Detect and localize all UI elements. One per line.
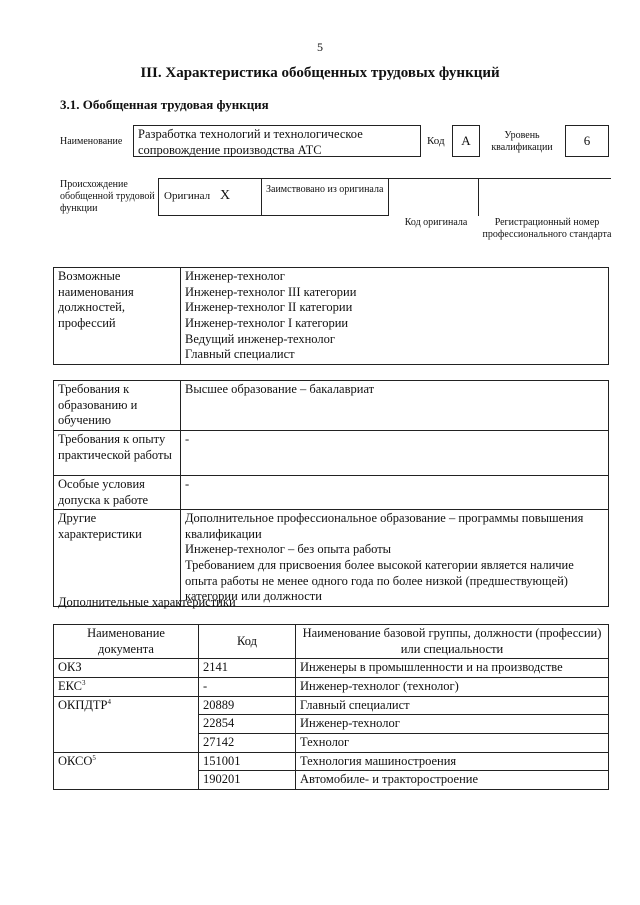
doc-name: ОКСО$^5$ <box>54 752 199 789</box>
header-name: Наименование базовой группы, должности (профессии) или специальности <box>296 625 609 659</box>
name-cell: Автомобиле- и тракторостроение <box>296 771 609 790</box>
requirement-value: - <box>181 430 609 475</box>
position-item: Главный специалист <box>185 347 295 362</box>
name-value-box <box>133 125 421 157</box>
header-code: Код <box>199 625 296 659</box>
code-label: Код <box>427 135 445 147</box>
page-number: 5 <box>317 40 323 54</box>
name-label: Наименование <box>60 136 123 147</box>
borrowed-label: Заимствовано из оригинала <box>266 184 384 195</box>
table-row <box>54 752 609 771</box>
position-item: Инженер-технолог I категории <box>185 315 349 330</box>
requirement-label: Требования к образованию и обучению <box>54 381 181 431</box>
table-row <box>54 677 609 696</box>
position-item: Инженер-технолог <box>185 269 285 283</box>
code-cell: 27142 <box>199 733 296 752</box>
positions-label: Возможные наименования должностей, профессий <box>54 268 181 365</box>
subsection-title: 3.1. Обобщенная трудовая функция <box>60 97 269 112</box>
requirement-line: Требованием для присвоения более высокой категории является наличие <box>185 558 574 572</box>
name-cell: Инженер-технолог (технолог) <box>296 677 609 696</box>
name-cell: Технология машиностроения <box>296 752 609 771</box>
position-item: Ведущий инженер-технолог <box>185 331 335 346</box>
requirement-row <box>54 430 609 475</box>
requirement-value: Высшее образование – бакалавриат <box>181 381 609 431</box>
requirement-value: - <box>181 475 609 509</box>
requirement-label: Особые условия допуска к работе <box>54 475 181 509</box>
requirement-line: Дополнительное профессиональное образование – программы повышения <box>185 511 584 526</box>
requirement-label: Требования к опыту практической работы <box>54 430 181 475</box>
code-cell: 151001 <box>199 752 296 771</box>
original-mark: X <box>220 188 231 203</box>
extra-header-row <box>54 625 609 659</box>
requirement-value <box>181 510 609 607</box>
doc-name: ЕКС$^3$ <box>54 677 199 696</box>
extra-title: Дополнительные характеристики <box>58 595 236 609</box>
header-doc: Наименование документа <box>54 625 199 659</box>
name-cell: Инженеры в промышленности и на производстве <box>296 659 609 678</box>
code-original-caption: Код оригинала <box>404 217 468 228</box>
requirement-line: Инженер-технолог – без опыта работы <box>185 542 392 557</box>
section-title: III. Характеристика обобщенных трудовых функций <box>140 65 500 81</box>
doc-name: ОКЗ <box>54 659 199 678</box>
name-cell: Инженер-технолог <box>296 715 609 734</box>
requirement-row <box>54 510 609 607</box>
requirement-row <box>54 475 609 509</box>
requirements-table <box>53 380 609 607</box>
code-value: А <box>452 125 480 157</box>
name-cell: Технолог <box>296 733 609 752</box>
origin-label: Происхождение обобщенной трудовой функции <box>60 179 155 214</box>
table-row <box>54 696 609 715</box>
requirement-line: квалификации <box>185 526 262 541</box>
positions-table <box>53 267 609 365</box>
level-label: Уровень квалификации <box>491 130 553 153</box>
code-cell: - <box>199 677 296 696</box>
name-value: Разработка технологий и технологическое сопровождение производства АТС <box>138 127 363 157</box>
code-cell: 20889 <box>199 696 296 715</box>
extra-table <box>53 624 609 790</box>
doc-name: ОКПДТР$^4$ <box>54 696 199 752</box>
requirement-line: категории или должности <box>185 589 322 604</box>
original-label: Оригинал <box>164 190 211 202</box>
code-cell: 190201 <box>199 771 296 790</box>
name-cell: Главный специалист <box>296 696 609 715</box>
table-row <box>54 659 609 678</box>
position-item: Инженер-технолог II категории <box>185 300 353 315</box>
code-cell: 2141 <box>199 659 296 678</box>
requirement-row <box>54 381 609 431</box>
requirement-line: опыта работы не менее одного года по более низкой (предшествующей) <box>185 573 568 588</box>
level-value: 6 <box>565 125 609 157</box>
requirement-label: Другие характеристики <box>54 510 181 607</box>
reg-number-caption: Регистрационный номер профессионального стандарта <box>482 217 612 240</box>
position-item: Инженер-технолог III категории <box>185 284 357 299</box>
positions-list <box>181 268 609 365</box>
code-cell: 22854 <box>199 715 296 734</box>
